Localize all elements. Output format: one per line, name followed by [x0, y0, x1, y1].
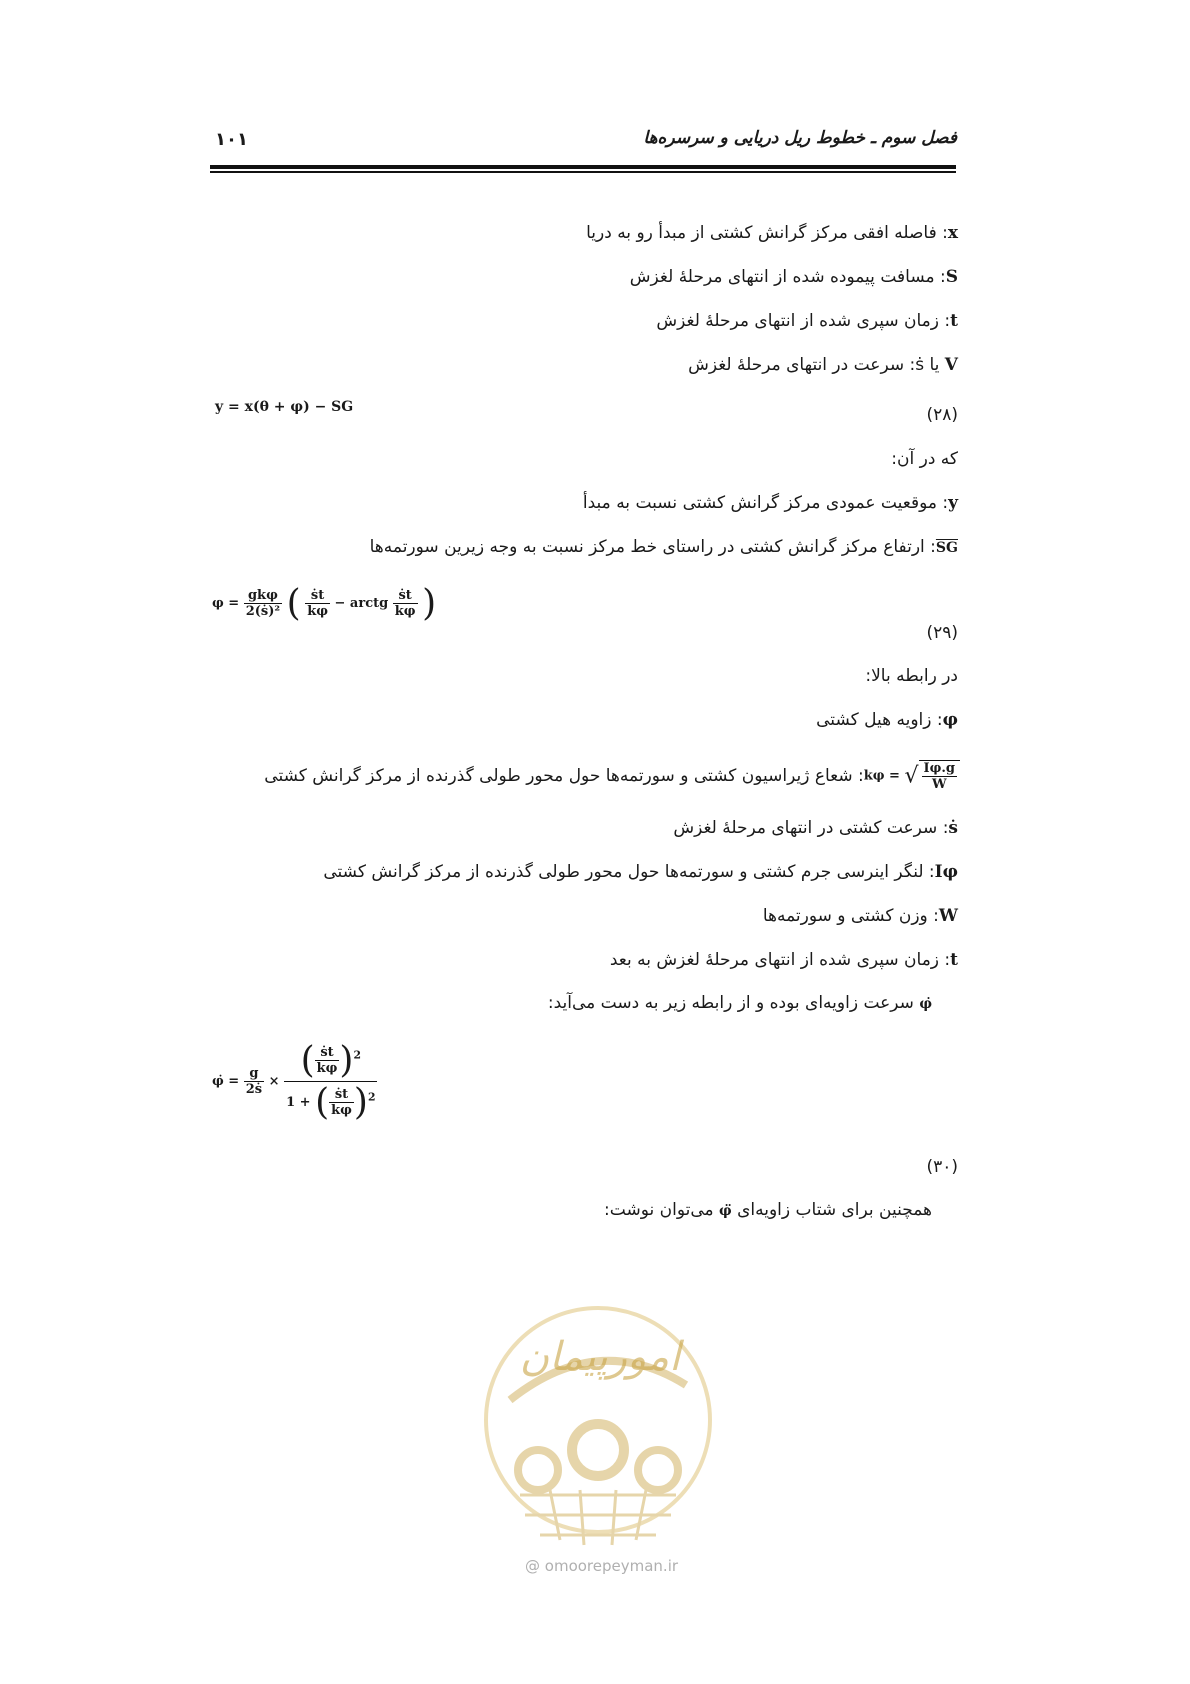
- equation-28-number: (۲۸): [926, 405, 958, 425]
- closing-sentence: همچنین برای شتاب زاویه‌ای φ̈ می‌توان نوشت:: [604, 1200, 932, 1220]
- definition-s-dot: ṡ: سرعت کشتی در انتهای مرحلهٔ لغزش: [673, 818, 958, 838]
- definition-t: t: زمان سپری شده از انتهای مرحلهٔ لغزش: [656, 311, 958, 331]
- eq29-fraction-main: $\frac{\text{gkφ}}{\text{2(ṡ)²}}$: [245, 588, 281, 619]
- watermark-url: @ omoorepeyman.ir: [525, 1557, 679, 1575]
- where-label-1: که در آن:: [891, 449, 958, 469]
- eq30-fraction-g: $\frac{g}{\text{2ṡ}}$: [245, 1066, 263, 1097]
- equation-28: y = x(θ + φ) − SG: [215, 399, 354, 415]
- equation-30-number: (۳۰): [926, 1157, 958, 1177]
- equation-30: φ̇ = $\frac{g}{\text{2ṡ}}$ × ( $\frac{\text{ṡt}}{k\varphi}$ )$^2$ 1 + ( $\frac{\text{ṡt}}{k\varphi}$ )$^2$: [212, 1040, 376, 1123]
- definition-i-phi: Iφ: لنگر اینرسی جرم کشتی و سورتمه‌ها حول محور طولی گذرنده از مرکز گرانش کشتی: [323, 862, 958, 882]
- eq30-fraction-main: ( $\frac{\text{ṡt}}{k\varphi}$ )$^2$ 1 + ( $\frac{\text{ṡt}}{k\varphi}$ )$^2$: [286, 1040, 376, 1123]
- definition-sg: SG: ارتفاع مرکز گرانش کشتی در راستای خط مرکز نسبت به وجه زیرین سورتمه‌ها: [369, 537, 958, 557]
- definition-w: W: وزن کشتی و سورتمه‌ها: [762, 906, 958, 926]
- watermark-logo: [480, 1290, 716, 1560]
- definition-s: S: مسافت پیموده شده از انتهای مرحلهٔ لغزش: [629, 267, 958, 287]
- watermark-logo-text: امورپیمان: [519, 1334, 681, 1380]
- equation-29-number: (۲۹): [926, 623, 958, 643]
- k-phi-formula: kφ = √ $\frac{I\varphi.g}{W}$: [864, 760, 960, 792]
- header-rule-thin: [210, 171, 956, 173]
- definition-t-after: t: زمان سپری شده از انتهای مرحلهٔ لغزش به بعد: [609, 950, 958, 970]
- running-header-title: فصل سوم ـ خطوط ریل دریایی و سرسره‌ها: [643, 128, 957, 148]
- definition-v: V یا ṡ: سرعت در انتهای مرحلهٔ لغزش: [688, 355, 958, 375]
- phi-dot-intro: φ̇ سرعت زاویه‌ای بوده و از رابطه زیر به دست می‌آید:: [547, 993, 932, 1013]
- definition-y: y: موقعیت عمودی مرکز گرانش کشتی نسبت به مبدأ: [582, 493, 958, 513]
- definition-k-phi: kφ = √ $\frac{I\varphi.g}{W}$ : شعاع ژیراسیون کشتی و سورتمه‌ها حول محور طولی گذرنده از مرکز گرانش کشتی: [264, 760, 960, 792]
- definition-x: x: فاصله افقی مرکز گرانش کشتی از مبدأ رو به دریا: [586, 223, 958, 243]
- page-number: ۱۰۱: [215, 129, 248, 150]
- definition-phi: φ: زاویه هیل کشتی: [816, 710, 958, 730]
- header-rule-thick: [210, 165, 956, 169]
- equation-29: φ = $\frac{\text{gkφ}}{\text{2(ṡ)²}}$ ( $\frac{\text{ṡt}}{k\varphi}$ − arctg $\frac{\text{ṡt}}{k\varphi}$ ): [212, 583, 437, 624]
- eq29-fraction-a: $\frac{\text{ṡt}}{k\varphi}$: [307, 588, 328, 619]
- where-label-2: در رابطه بالا:: [865, 666, 958, 686]
- eq29-fraction-b: $\frac{\text{ṡt}}{k\varphi}$: [394, 588, 416, 619]
